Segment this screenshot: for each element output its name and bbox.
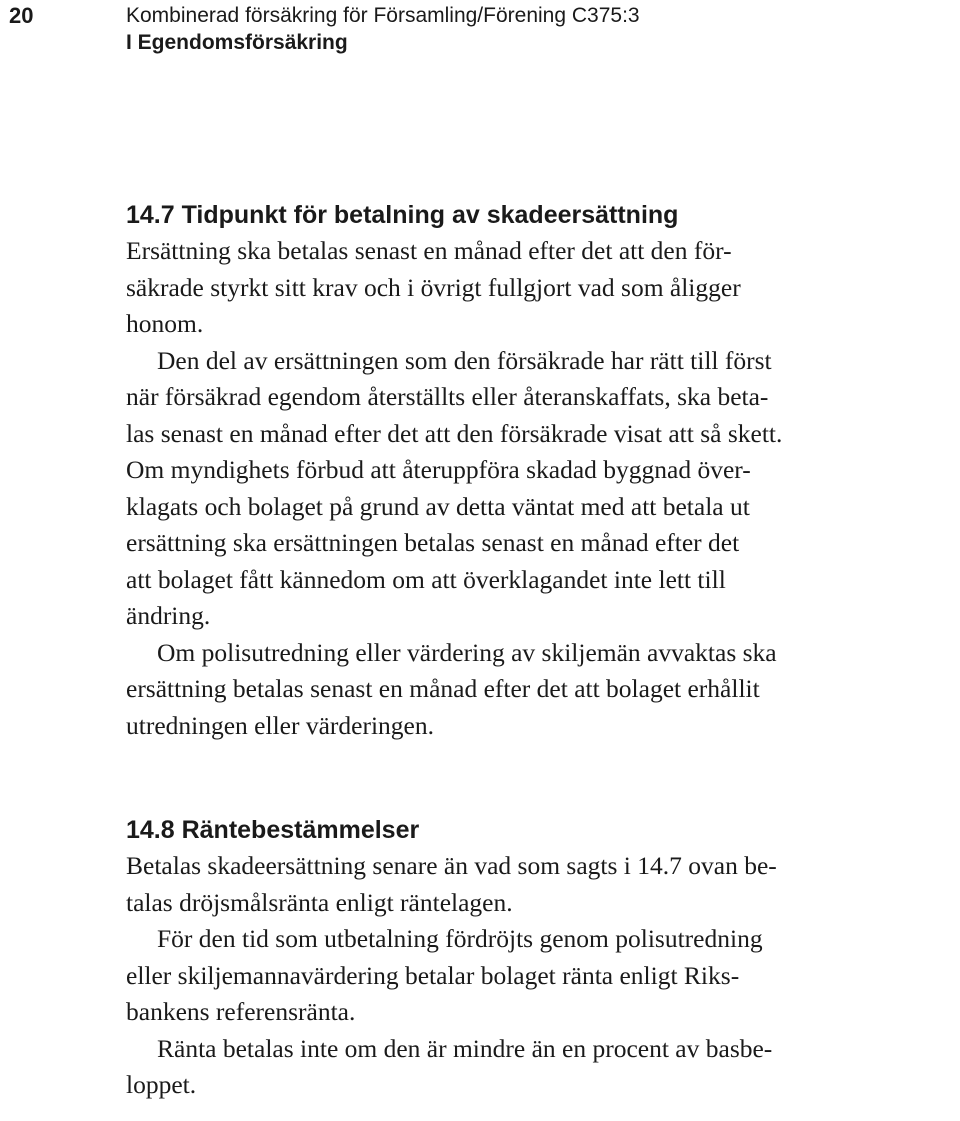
text-line: talas dröjsmålsränta enligt räntelagen. <box>126 887 513 917</box>
text-line: utredningen eller värderingen. <box>126 710 434 740</box>
text-line: eller skiljemannavärdering betalar bolaget ränta enligt Riks- <box>126 960 740 990</box>
text-line: Den del av ersättningen som den försäkrade har rätt till först <box>157 345 772 375</box>
section-14-8 <box>126 812 952 1104</box>
text-line: loppet. <box>126 1070 197 1099</box>
text-line: klagats och bolaget på grund av detta väntat med att betala ut <box>126 491 750 521</box>
text-line: säkrade styrkt sitt krav och i övrigt fullgjort vad som åligger <box>126 272 741 302</box>
section-body <box>126 848 952 1104</box>
section-heading: 14.8 Räntebestämmelser <box>126 816 420 844</box>
text-line: Ränta betalas inte om den är mindre än en procent av basbe- <box>157 1033 773 1063</box>
text-line: när försäkrad egendom återställts eller återanskaffats, ska beta- <box>126 382 769 411</box>
text-line: bankens referensränta. <box>126 997 356 1026</box>
text-line: att bolaget fått kännedom om att överklagandet inte lett till <box>126 564 726 594</box>
text-line: ersättning ska ersättningen betalas senast en månad efter det <box>126 528 740 557</box>
text-line: ändring. <box>126 601 211 630</box>
text-line: las senast en månad efter det att den försäkrade visat att så skett. <box>126 418 783 448</box>
document-title: Kombinerad försäkring för Församling/Förening C375:3 <box>126 4 640 27</box>
text-line: Om polisutredning eller värdering av skiljemän avvaktas ska <box>157 637 777 667</box>
text-line: För den tid som utbetalning fördröjts genom polisutredning <box>157 924 763 953</box>
text-line: Ersättning ska betalas senast en månad efter det att den för- <box>126 236 732 265</box>
document-subtitle: I Egendomsförsäkring <box>126 31 348 54</box>
text-line: ersättning betalas senast en månad efter det att bolaget erhållit <box>126 674 760 703</box>
text-line: honom. <box>126 309 204 338</box>
page-number: 20 <box>9 3 34 28</box>
text-line: Om myndighets förbud att återuppföra skadad byggnad över- <box>126 455 751 484</box>
text-line: Betalas skadeersättning senare än vad som sagts i 14.7 ovan be- <box>126 851 777 880</box>
page-header <box>0 0 960 70</box>
section-heading: 14.7 Tidpunkt för betalning av skadeersättning <box>126 201 679 229</box>
section-body <box>126 233 952 744</box>
section-14-7 <box>126 197 952 744</box>
